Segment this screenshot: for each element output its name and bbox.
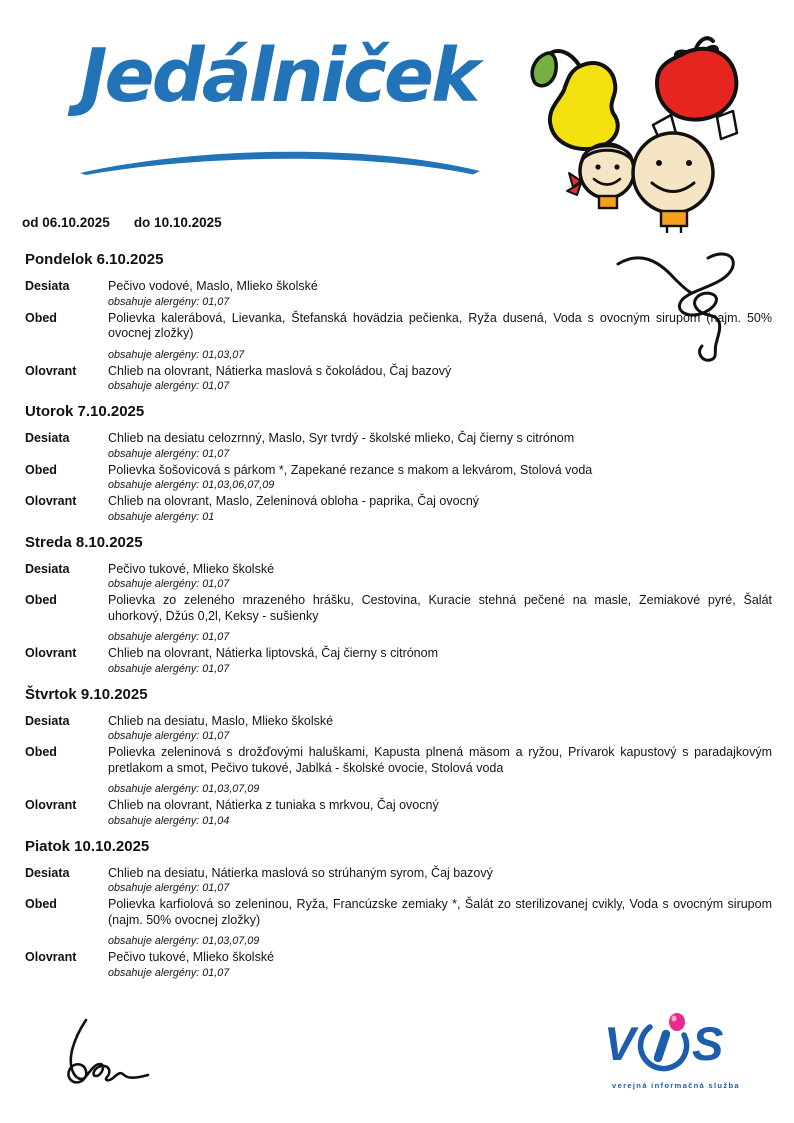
meal-label: Obed (25, 310, 57, 325)
meal-text: Chlieb na olovrant, Nátierka maslová s čokoládou, Čaj bazový (108, 363, 452, 378)
meal-row (25, 562, 772, 594)
meal-label: Desiata (25, 865, 70, 880)
meal-label: Olovrant (25, 494, 77, 508)
day-section-wednesday (25, 535, 772, 678)
meal-row (25, 494, 772, 526)
meal-text: Polievka kalerábová, Lievanka, Štefanská hovädzia pečienka, Ryža dusená, Voda s ovocným sirupom (najm. 50% ovocnej zložky) (108, 310, 772, 340)
meal-text: Chlieb na desiatu, Nátierka maslová so strúhaným syrom, Čaj bazový (108, 865, 493, 880)
vis-logo-mark (604, 1013, 723, 1070)
meal-text: Pečivo vodové, Maslo, Mlieko školské (108, 279, 318, 293)
meal-row (25, 714, 772, 746)
menu-week (25, 252, 772, 991)
meal-label: Olovrant (25, 363, 77, 378)
meal-row (25, 745, 772, 798)
allergen-note: obsahuje alergény: 01,03,07,09 (108, 935, 260, 947)
day-title: Piatok 10.10.2025 (25, 837, 150, 855)
allergen-note: obsahuje alergény: 01,03,07,09 (108, 783, 260, 795)
meal-row (25, 593, 772, 646)
allergen-note: obsahuje alergény: 01,07 (108, 447, 230, 460)
meal-text: Polievka zeleninová s drožďovými haluškami, Kapusta plnená mäsom a ryžou, Prívarok kapustový s paradajkovým pretlakom a smot, Pečivo tukové, Jablká - školské ovocie, Stolová voda (108, 745, 772, 775)
allergen-note: obsahuje alergény: 01,07 (108, 966, 230, 979)
meal-label: Obed (25, 897, 57, 911)
meal-label: Desiata (25, 713, 70, 728)
vis-letter-v: V (604, 1017, 636, 1070)
meal-text: Pečivo tukové, Mlieko školské (108, 950, 275, 964)
meal-text: Pečivo tukové, Mlieko školské (108, 561, 275, 576)
vis-letter-i (658, 1034, 666, 1058)
apple-icon (657, 38, 736, 119)
girl-face (567, 144, 634, 208)
meal-text: Chlieb na olovrant, Maslo, Zeleninová obloha - paprika, Čaj ovocný (108, 494, 480, 508)
allergen-note: obsahuje alergény: 01,07 (108, 578, 230, 590)
meal-row (25, 866, 772, 898)
logo-swoosh-underline (80, 146, 482, 176)
allergen-note: obsahuje alergény: 01,07 (108, 380, 230, 392)
meal-label: Obed (25, 745, 57, 759)
meal-text: Polievka karfiolová so zeleninou, Ryža, Francúzske zemiaky *, Šalát zo sterilizovanej cvikly, Voda s ovocným sirupom (najm. 50% ovocnej zložky) (108, 897, 772, 927)
pear-icon (532, 51, 617, 149)
day-title: Pondelok 6.10.2025 (25, 251, 164, 268)
vis-i-dot (669, 1013, 685, 1031)
meal-row (25, 311, 772, 364)
boy-face (633, 133, 713, 233)
vis-logo (602, 1012, 750, 1098)
day-title: Utorok 7.10.2025 (25, 403, 145, 420)
day-section-tuesday (25, 404, 772, 526)
meal-text: Chlieb na olovrant, Nátierka liptovská, Čaj čierny s citrónom (108, 646, 438, 660)
day-title: Štvrtok 9.10.2025 (25, 685, 148, 703)
meal-row (25, 431, 772, 463)
meal-row (25, 897, 772, 950)
allergen-note: obsahuje alergény: 01,03,07 (108, 348, 245, 361)
signature (52, 1018, 162, 1102)
meal-text: Polievka zo zeleného mrazeného hrášku, Cestovina, Kuracie stehná pečené na masle, Zemiakové pyré, Šalát uhorkový, Džús 0,2l, Keksy - sušienky (108, 593, 772, 623)
meal-label: Desiata (25, 279, 70, 293)
date-range (22, 215, 222, 230)
meal-row (25, 279, 772, 311)
day-title: Streda 8.10.2025 (25, 533, 143, 551)
vis-logo-tagline: verejná informačná služba (612, 1081, 740, 1090)
day-section-friday (25, 839, 772, 982)
meal-row (25, 646, 772, 678)
allergen-note: obsahuje alergény: 01,07 (108, 882, 230, 894)
allergen-note: obsahuje alergény: 01,07 (108, 730, 230, 742)
allergen-note: obsahuje alergény: 01 (108, 510, 215, 523)
meal-label: Olovrant (25, 646, 77, 660)
meal-row (25, 950, 772, 982)
allergen-note: obsahuje alergény: 01,07 (108, 631, 230, 643)
meal-text: Chlieb na desiatu celozrnný, Maslo, Syr tvrdý - školské mlieko, Čaj čierny s citrónom (108, 431, 575, 445)
allergen-note: obsahuje alergény: 01,07 (108, 662, 230, 675)
meal-label: Olovrant (25, 798, 77, 812)
allergen-note: obsahuje alergény: 01,07 (108, 295, 230, 308)
allergen-note: obsahuje alergény: 01,03,06,07,09 (108, 479, 275, 491)
meal-text: Polievka šošovicová s párkom *, Zapekané rezance s makom a lekvárom, Stolová voda (108, 462, 593, 477)
day-section-thursday (25, 687, 772, 830)
meal-label: Desiata (25, 561, 70, 576)
page-title-logo: Jedálniček (80, 33, 478, 119)
meal-label: Obed (25, 462, 57, 477)
meal-label: Olovrant (25, 950, 77, 964)
meal-row (25, 798, 772, 830)
date-from: od 06.10.2025 (22, 215, 110, 230)
kids-with-pear-and-apple-illustration (505, 33, 770, 233)
date-to: do 10.10.2025 (133, 215, 222, 230)
boy-arm-right (717, 111, 737, 139)
meal-text: Chlieb na desiatu, Maslo, Mlieko školské (108, 713, 334, 728)
meal-label: Obed (25, 593, 57, 607)
meal-label: Desiata (25, 431, 70, 445)
meal-row (25, 463, 772, 495)
day-section-monday (25, 252, 772, 395)
allergen-note: obsahuje alergény: 01,04 (108, 814, 230, 827)
vis-letter-s: S (692, 1017, 724, 1070)
meal-row (25, 364, 772, 396)
meal-text: Chlieb na olovrant, Nátierka z tuniaka s mrkvou, Čaj ovocný (108, 798, 439, 812)
